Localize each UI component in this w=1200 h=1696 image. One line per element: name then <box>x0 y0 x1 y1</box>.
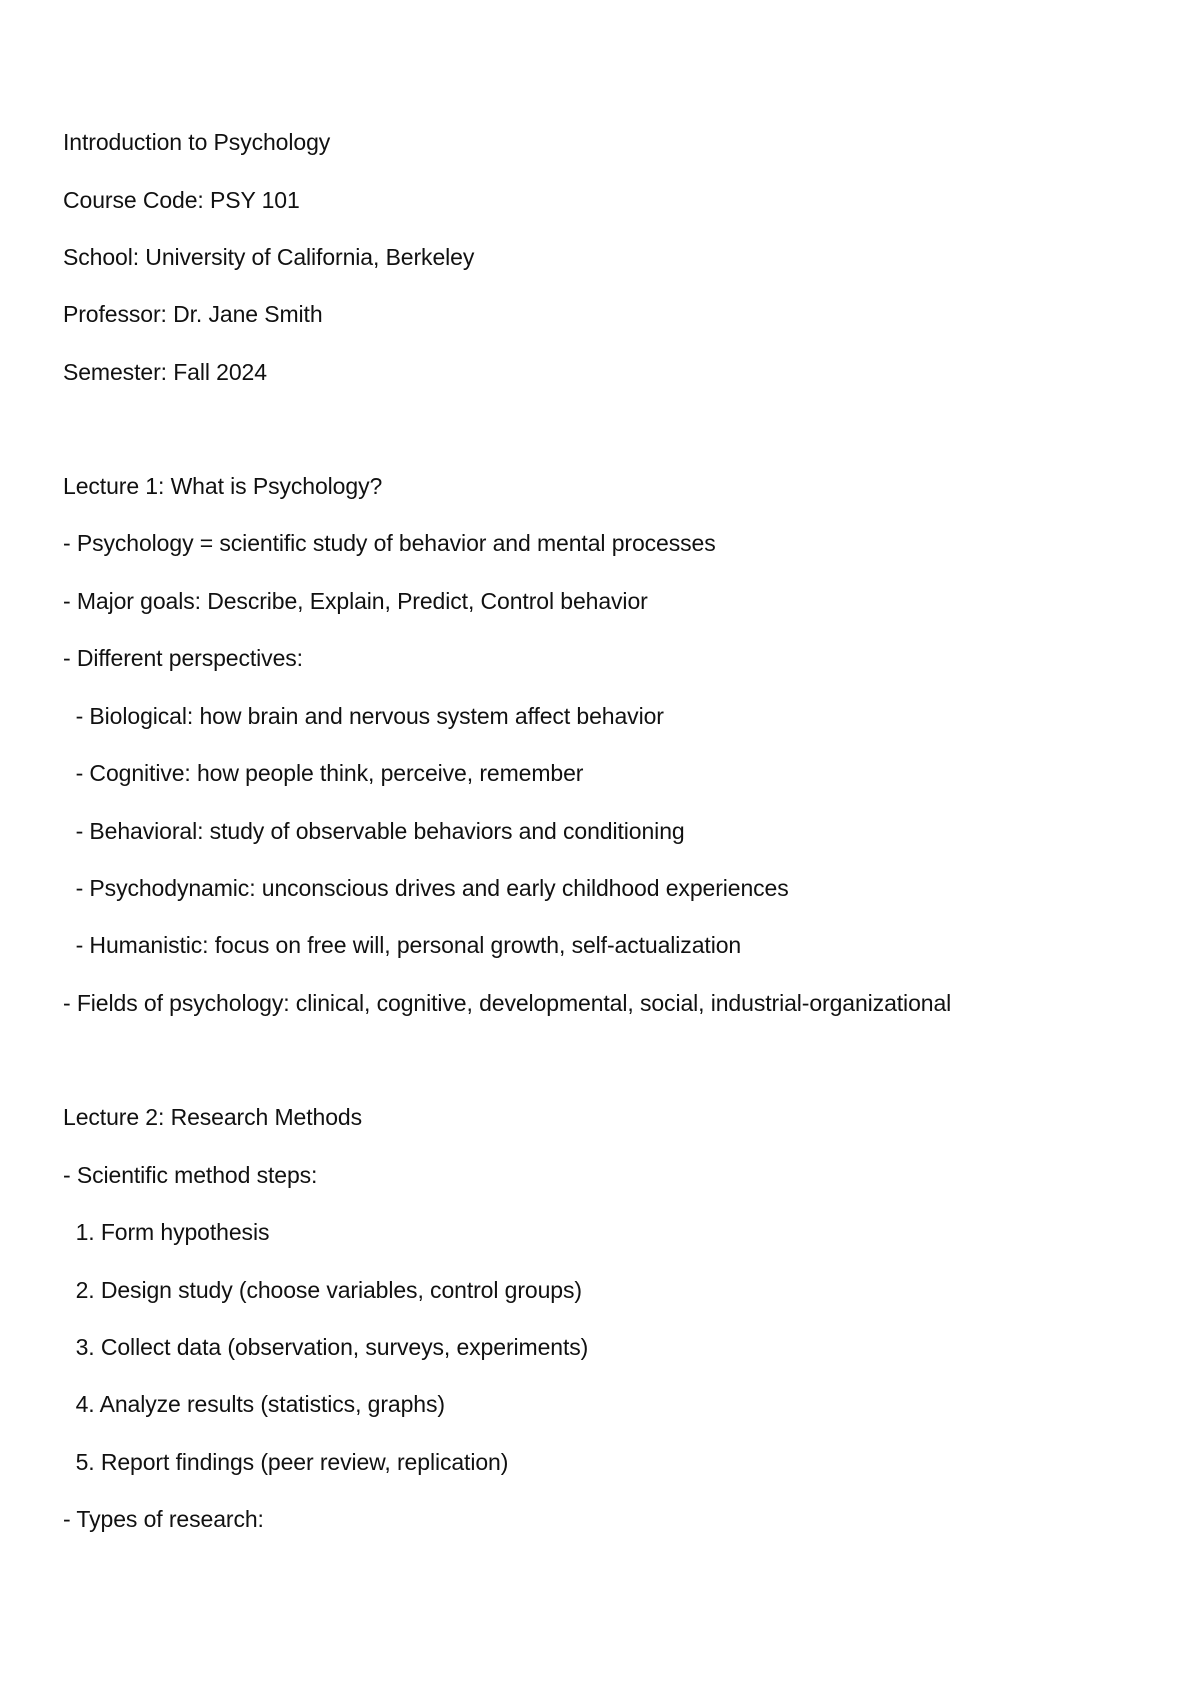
perspective-item: - Humanistic: focus on free will, personal growth, self-actualization <box>63 932 742 958</box>
method-step: 3. Collect data (observation, surveys, experiments) <box>63 1334 589 1360</box>
school-line: School: University of California, Berkeley <box>63 244 475 270</box>
semester-line: Semester: Fall 2024 <box>63 359 267 385</box>
lecture-1-perspectives-intro: - Different perspectives: <box>63 645 303 671</box>
lecture-1-fields: - Fields of psychology: clinical, cognitive, developmental, social, industrial-organizational <box>63 990 952 1016</box>
lecture-1-definition: - Psychology = scientific study of behavior and mental processes <box>63 530 716 556</box>
lecture-2-steps-intro: - Scientific method steps: <box>63 1162 318 1188</box>
perspective-item: - Biological: how brain and nervous system affect behavior <box>63 703 664 729</box>
lecture-2-heading: Lecture 2: Research Methods <box>63 1104 363 1130</box>
perspective-item: - Cognitive: how people think, perceive, remember <box>63 760 584 786</box>
professor-line: Professor: Dr. Jane Smith <box>63 301 323 327</box>
lecture-1-heading: Lecture 1: What is Psychology? <box>63 473 383 499</box>
lecture-1-goals: - Major goals: Describe, Explain, Predict, Control behavior <box>63 588 648 614</box>
method-step: 1. Form hypothesis <box>63 1219 270 1245</box>
lecture-2-types-intro: - Types of research: <box>63 1506 264 1532</box>
method-step: 2. Design study (choose variables, control groups) <box>63 1277 582 1303</box>
perspective-item: - Psychodynamic: unconscious drives and early childhood experiences <box>63 875 789 901</box>
method-step: 5. Report findings (peer review, replication) <box>63 1449 509 1475</box>
course-code: Course Code: PSY 101 <box>63 187 300 213</box>
perspective-item: - Behavioral: study of observable behaviors and conditioning <box>63 818 685 844</box>
method-step: 4. Analyze results (statistics, graphs) <box>63 1391 445 1417</box>
course-title: Introduction to Psychology <box>63 129 331 155</box>
